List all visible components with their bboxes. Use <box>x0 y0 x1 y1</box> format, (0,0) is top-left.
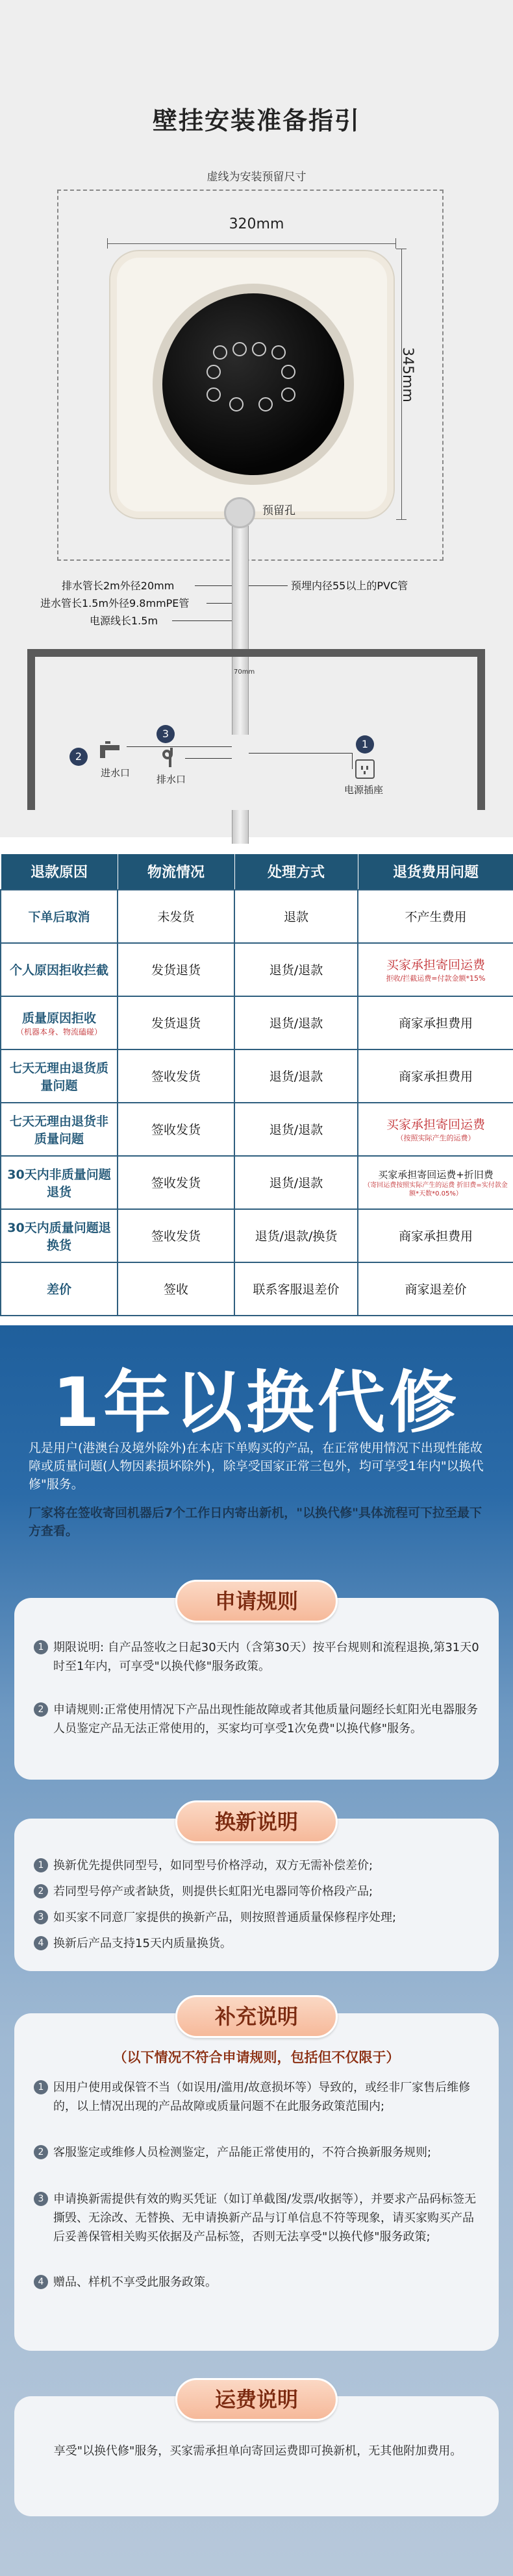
cell-handling: 退款 <box>234 890 358 943</box>
power-socket-icon <box>355 759 375 779</box>
list-item: 2 申请规则:正常使用情况下产品出现性能故障或者其他质量问题经长虹阳光电器服务人员鉴定产品无法正常使用的，买家均可享受1次免费"以换代修"服务。 <box>34 1700 482 1738</box>
card-title-apply-rules: 申请规则 <box>175 1580 338 1623</box>
cell-handling: 退货/退款 <box>234 1049 358 1103</box>
warranty-intro-process: 厂家将在签收寄回机器后7个工作日内寄出新机，"以换代修"具体流程可下拉至最下方查看。 <box>29 1506 482 1538</box>
install-note: 虚线为安装预留尺寸 <box>206 171 307 184</box>
cell-logistics: 签收 <box>118 1262 234 1316</box>
width-dimension-label: 320mm <box>229 216 284 232</box>
cell-handling: 退货/退款 <box>234 1156 358 1209</box>
cell-fee: 商家承担费用 <box>358 1049 513 1103</box>
width-dimension-line <box>107 237 396 250</box>
cell-logistics: 签收发货 <box>118 1049 234 1103</box>
list-item: 1 因用户使用或保管不当（如误用/滥用/故意损坏等）导致的，或经非厂家售后维修的，以上情况出现的产品故障或质量问题不在此服务政策范围内; <box>34 2078 482 2116</box>
list-item: 1 换新优先提供同型号，如同型号价格浮动，双方无需补偿差价; <box>34 1856 482 1875</box>
cell-reason: 差价 <box>1 1262 118 1316</box>
header-fee: 退货费用问题 <box>358 854 513 890</box>
power-socket-label: 电源插座 <box>344 784 384 796</box>
list-item: 3 申请换新需提供有效的购买凭证（如订单截图/发票/收据等），并要求产品码标签无撕毁、无涂改、无替换、无申请换新产品与订单信息不符等现象，请买家购买产品后妥善保管相关购买依据及产品标签，否则无法享受"以换代修"服务政策; <box>34 2190 482 2246</box>
marker-3: 3 <box>156 725 175 743</box>
header-reason: 退款原因 <box>1 854 118 890</box>
table-row <box>1 1209 513 1262</box>
cell-fee: 买家承担寄回运费 （按照实际产生的运费） <box>358 1103 513 1156</box>
list-item: 2 客服鉴定或维修人员检测鉴定，产品能正常使用的，不符合换新服务规则; <box>34 2143 482 2162</box>
cell-handling: 退货/退款/换货 <box>234 1209 358 1262</box>
list-item: 4 换新后产品支持15天内质量换货。 <box>34 1934 482 1953</box>
install-title: 壁挂安装准备指引 <box>152 106 360 135</box>
table-header-row <box>1 854 513 890</box>
card-title-supplementary: 补充说明 <box>175 1995 338 2038</box>
callout-pvc-pipe: 预埋内径55以上的PVC管 <box>291 580 408 592</box>
cell-reason: 七天无理由退货质量问题 <box>1 1049 118 1103</box>
drain-outlet-icon <box>157 746 177 768</box>
water-tap-icon <box>97 740 126 762</box>
cell-fee: 商家承担费用 <box>358 1209 513 1262</box>
height-dimension-label: 345mm <box>399 347 416 402</box>
callout-drain-pipe: 排水管长2m外径20mm <box>62 580 175 592</box>
cell-logistics: 未发货 <box>118 890 234 943</box>
list-item: 1 期限说明: 自产品签收之日起30天内（含第30天）按平台规则和流程退换,第31天0时至1年内，可享受"以换代修"服务政策。 <box>34 1638 482 1676</box>
install-guide-section <box>0 0 513 837</box>
cell-handling: 联系客服退差价 <box>234 1262 358 1316</box>
cell-reason: 30天内质量问题退换货 <box>1 1209 118 1262</box>
marker-2: 2 <box>69 748 88 766</box>
list-item: 2 若同型号停产或者缺货，则提供长虹阳光电器同等价格段产品; <box>34 1882 482 1901</box>
cell-fee: 商家退差价 <box>358 1262 513 1316</box>
table-row <box>1 943 513 996</box>
list-item: 4 赠品、样机不享受此服务政策。 <box>34 2273 482 2292</box>
cell-logistics: 签收发货 <box>118 1156 234 1209</box>
shipping-note: 享受"以换代修"服务，买家需承担单向寄回运费即可换新机，无其他附加费用。 <box>53 2444 462 2458</box>
table-row <box>1 1156 513 1209</box>
cell-reason: 30天内非质量问题退货 <box>1 1156 118 1209</box>
cell-reason: 下单后取消 <box>1 890 118 943</box>
drain-outlet-label: 排水口 <box>156 774 186 785</box>
pipe-diameter-label: 70mm <box>234 669 255 676</box>
card-replacement-notes <box>14 1809 499 1971</box>
cell-fee: 商家承担费用 <box>358 996 513 1049</box>
cell-handling: 退货/退款 <box>234 943 358 996</box>
callout-power-cord: 电源线长1.5m <box>90 615 158 627</box>
marker-1: 1 <box>356 735 374 754</box>
card-supplementary <box>14 2004 499 2351</box>
table-row <box>1 1262 513 1316</box>
header-handling: 处理方式 <box>234 854 358 890</box>
table-row <box>1 1049 513 1103</box>
card-title-replacement: 换新说明 <box>175 1800 338 1843</box>
control-panel-icon <box>206 342 301 413</box>
cell-fee: 买家承担寄回运费+折旧费 （寄回运费按照实际产生的运费 折旧费=实付款金额*天数*0.05%） <box>358 1156 513 1209</box>
cell-reason: 七天无理由退货非质量问题 <box>1 1103 118 1156</box>
cell-fee: 买家承担寄回运费 拒收/拦截运费=付款金额*15% <box>358 943 513 996</box>
table-row <box>1 996 513 1049</box>
cell-handling: 退货/退款 <box>234 996 358 1049</box>
return-policy-table <box>0 853 513 1316</box>
cell-reason: 质量原因拒收 （机器本身、物流磕碰） <box>1 996 118 1049</box>
water-inlet-label: 进水口 <box>101 767 131 779</box>
table-row <box>1 1103 513 1156</box>
cell-logistics: 发货退货 <box>118 943 234 996</box>
return-policy-section <box>0 844 513 1325</box>
list-item: 3 如买家不同意厂家提供的换新产品，则按照普通质量保修程序处理; <box>34 1908 482 1927</box>
reserved-hole-icon <box>224 497 255 528</box>
supplementary-subtitle: （以下情况不符合申请规则，包括但不仅限于） <box>113 2050 400 2065</box>
cell-logistics: 签收发货 <box>118 1103 234 1156</box>
cell-reason: 个人原因拒收拦截 <box>1 943 118 996</box>
callout-inlet-pipe: 进水管长1.5m外径9.8mmPE管 <box>40 597 190 609</box>
cell-fee: 不产生费用 <box>358 890 513 943</box>
card-shipping <box>14 2387 499 2516</box>
cell-logistics: 签收发货 <box>118 1209 234 1262</box>
card-apply-rules <box>14 1589 499 1780</box>
warranty-headline: 1年以换代修 <box>52 1363 461 1442</box>
warranty-intro: 凡是用户(港澳台及境外除外)在本店下单购买的产品，在正常使用情况下出现性能故障或质量问题(人物因素损坏除外)，除享受国家正常三包外，均可享受1年内"以换代修"服务。 <box>29 1441 484 1491</box>
warranty-section <box>0 1325 513 2576</box>
table-row <box>1 890 513 943</box>
cell-handling: 退货/退款 <box>234 1103 358 1156</box>
header-logistics: 物流情况 <box>118 854 234 890</box>
dryer-illustration <box>109 250 395 519</box>
cell-logistics: 发货退货 <box>118 996 234 1049</box>
card-title-shipping: 运费说明 <box>175 2378 338 2421</box>
hole-label: 预留孔 <box>262 504 295 517</box>
